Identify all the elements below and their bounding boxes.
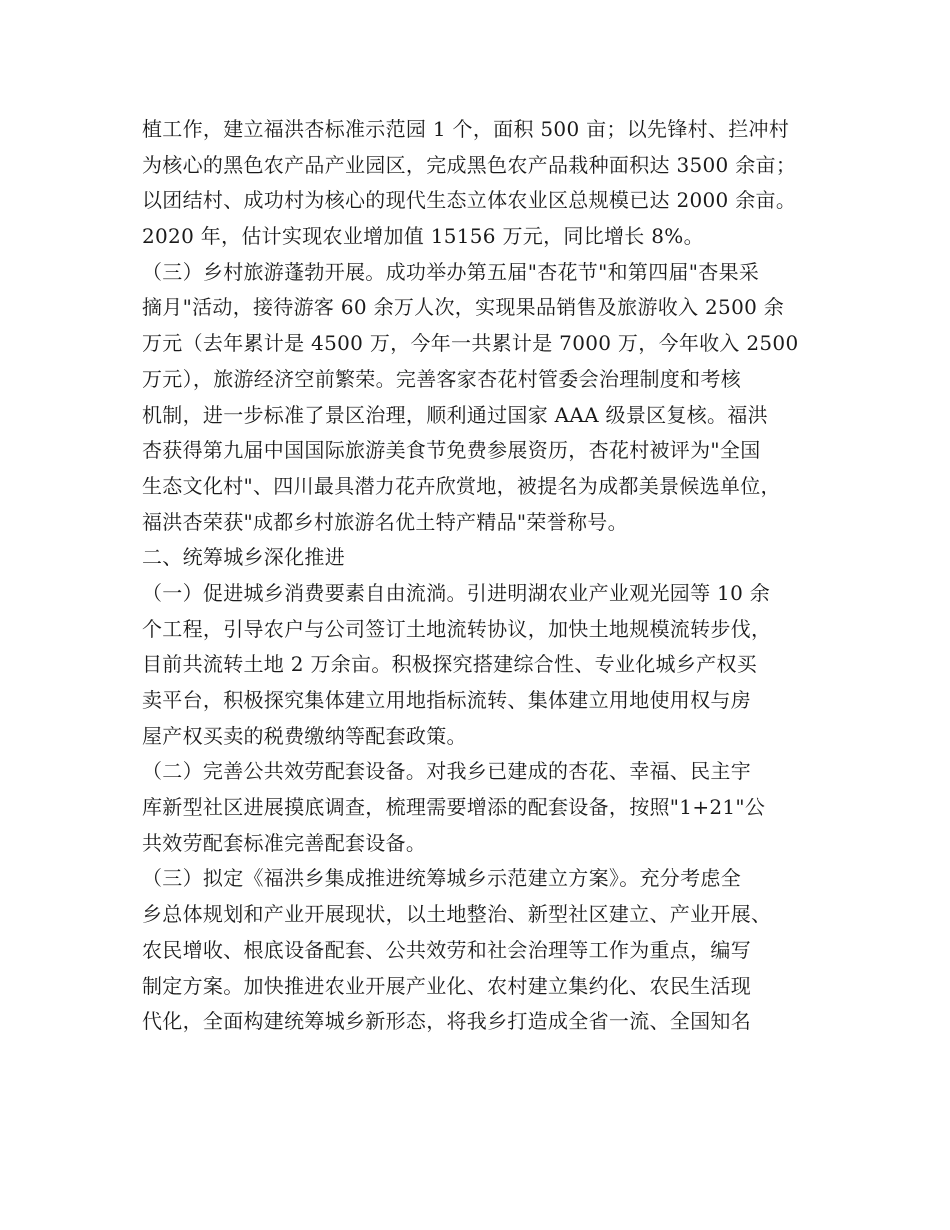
subsection-1-paragraph-line: （一）促进城乡消费要素自由流淌。引进明湖农业产业观光园等 10 余 <box>142 580 771 605</box>
text-line: 摘月"活动，接待游客 60 余万人次，实现果品销售及旅游收入 2500 余 <box>142 295 785 320</box>
text-line: 万元（去年累计是 4500 万，今年一共累计是 7000 万，今年收入 2500 <box>142 331 799 356</box>
text-line: 以团结村、成功村为核心的现代生态立体农业区总规模已达 2000 余亩。 <box>142 188 797 213</box>
text-line: 2020 年，估计实现农业增加值 15156 万元，同比增长 8%。 <box>142 224 704 249</box>
text-line: 生态文化村"、四川最具潜力花卉欣赏地，被提名为成都美景候选单位， <box>142 473 781 498</box>
text-line: 乡总体规划和产业开展现状，以土地整治、新型社区建立、产业开展、 <box>142 902 772 927</box>
text-line: 为核心的黑色农产品产业园区，完成黑色农产品栽种面积达 3500 余亩； <box>142 152 797 177</box>
subsection-2-paragraph-line: （二）完善公共效劳配套设备。对我乡已建成的杏花、幸福、民主宇 <box>142 759 751 784</box>
text-line: 共效劳配套标准完善配套设备。 <box>142 830 427 855</box>
body-text <box>142 112 822 1040</box>
text-line: 农民增收、根底设备配套、公共效劳和社会治理等工作为重点，编写 <box>142 937 751 962</box>
text-line: 福洪杏荣获"成都乡村旅游名优土特产精品"荣誉称号。 <box>142 509 628 534</box>
text-line: 万元），旅游经济空前繁荣。完善客家杏花村管委会治理制度和考核 <box>142 366 741 391</box>
section-3-paragraph-line: （三）乡村旅游蓬勃开展。成功举办第五届"杏花节"和第四届"杏果采 <box>142 259 760 284</box>
section-heading: 二、统筹城乡深化推进 <box>142 545 345 570</box>
text-line: 卖平台，积极探究集体建立用地指标流转、集体建立用地使用权与房 <box>142 688 751 712</box>
text-line: 代化，全面构建统筹城乡新形态，将我乡打造成全省一流、全国知名 <box>142 1009 751 1034</box>
text-line: 目前共流转土地 2 万余亩。积极探究搭建综合性、专业化城乡产权买 <box>142 652 758 677</box>
text-line: 植工作，建立福洪杏标准示范园 1 个，面积 500 亩；以先锋村、拦冲村 <box>142 117 790 141</box>
text-line: 机制，进一步标准了景区治理，顺利通过国家 AAA 级景区复核。福洪 <box>142 402 768 427</box>
text-line: 库新型社区进展摸底调查，梳理需要增添的配套设备，按照"1+21"公 <box>142 795 766 820</box>
text-line: 屋产权买卖的税费缴纳等配套政策。 <box>142 723 467 748</box>
subsection-3-paragraph-line: （三）拟定《福洪乡集成推进统筹城乡示范建立方案》。充分考虑全 <box>142 866 741 891</box>
text-line: 个工程，引导农户与公司签订土地流转协议，加快土地规模流转步伐， <box>142 616 772 641</box>
text-line: 杏获得第九届中国国际旅游美食节免费参展资历，杏花村被评为"全国 <box>142 438 761 463</box>
text-line: 制定方案。加快推进农业开展产业化、农村建立集约化、农民生活现 <box>142 973 751 998</box>
